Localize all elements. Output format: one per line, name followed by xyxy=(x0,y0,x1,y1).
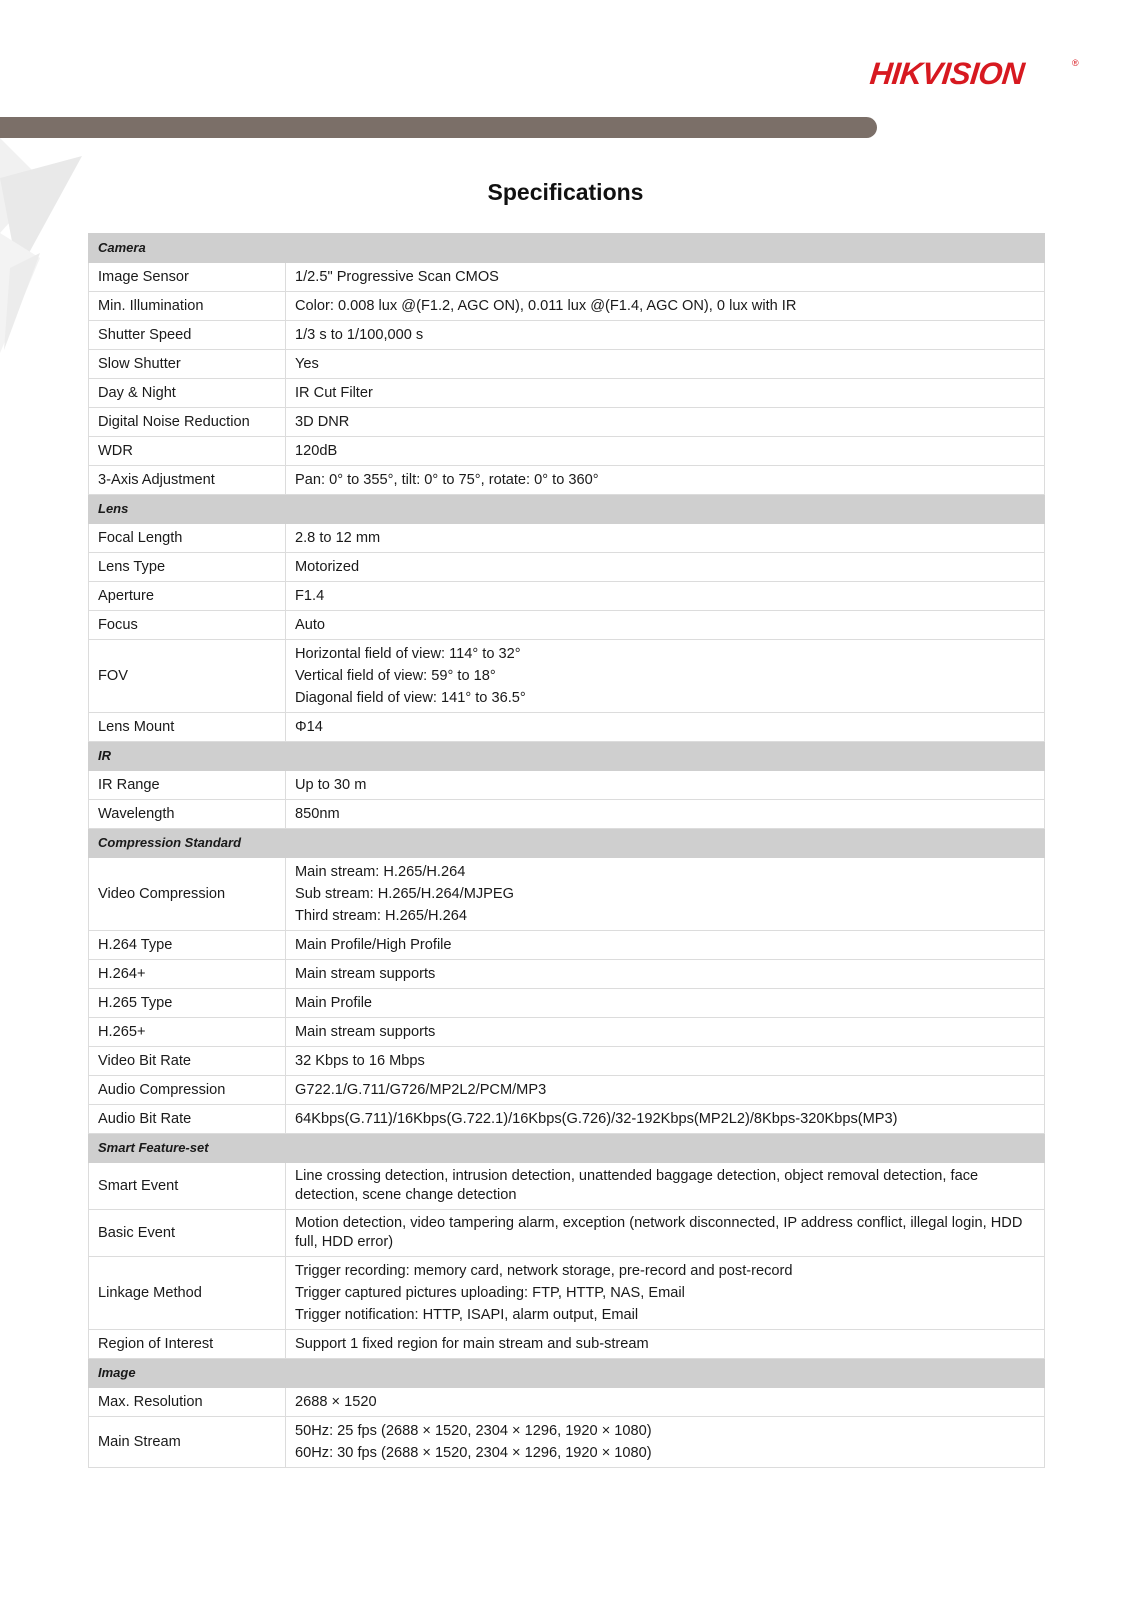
spec-value xyxy=(286,321,1045,350)
spec-label: Day & Night xyxy=(89,379,286,408)
spec-label: Focus xyxy=(89,611,286,640)
spec-label: 3-Axis Adjustment xyxy=(89,466,286,495)
spec-label: H.264 Type xyxy=(89,931,286,960)
spec-value xyxy=(286,582,1045,611)
section-title: Smart Feature-set xyxy=(89,1134,286,1163)
spec-value xyxy=(286,1257,1045,1330)
spec-value-line: G722.1/G.711/G726/MP2L2/PCM/MP3 xyxy=(295,1082,547,1098)
spec-value xyxy=(286,466,1045,495)
spec-row xyxy=(89,1076,1045,1105)
spec-row xyxy=(89,640,1045,713)
spec-row xyxy=(89,1163,1045,1210)
spec-value-line: 2.8 to 12 mm xyxy=(295,530,381,546)
section-header xyxy=(89,495,1045,524)
spec-row xyxy=(89,466,1045,495)
spec-row xyxy=(89,1047,1045,1076)
spec-value-line: 3D DNR xyxy=(295,414,350,430)
spec-value-line: Diagonal field of view: 141° to 36.5° xyxy=(295,690,526,706)
spec-value-line: Trigger recording: memory card, network storage, pre-record and post-record xyxy=(295,1263,793,1279)
section-header-blank xyxy=(286,829,1045,858)
spec-label: H.265 Type xyxy=(89,989,286,1018)
spec-label: Max. Resolution xyxy=(89,1388,286,1417)
spec-value xyxy=(286,800,1045,829)
spec-value xyxy=(286,771,1045,800)
spec-value xyxy=(286,1163,1045,1210)
specifications-table xyxy=(88,233,1045,1468)
spec-row xyxy=(89,524,1045,553)
spec-value xyxy=(286,263,1045,292)
spec-value-line: Line crossing detection, intrusion detection, unattended baggage detection, object removal detection, face detection, scene change detection xyxy=(295,1168,979,1203)
spec-value xyxy=(286,989,1045,1018)
section-header-blank xyxy=(286,1359,1045,1388)
section-header-blank xyxy=(286,495,1045,524)
spec-value-line: 850nm xyxy=(295,806,340,822)
spec-label: Video Bit Rate xyxy=(89,1047,286,1076)
spec-label: Digital Noise Reduction xyxy=(89,408,286,437)
spec-value-line: 1/2.5" Progressive Scan CMOS xyxy=(295,269,499,285)
section-title: Image xyxy=(89,1359,286,1388)
spec-row xyxy=(89,960,1045,989)
spec-value xyxy=(286,1417,1045,1468)
spec-row xyxy=(89,437,1045,466)
spec-row xyxy=(89,1210,1045,1257)
spec-value xyxy=(286,713,1045,742)
header-bar xyxy=(0,117,877,138)
spec-value-line: Support 1 fixed region for main stream and sub-stream xyxy=(295,1336,649,1352)
spec-value-line: Main Profile/High Profile xyxy=(295,937,452,953)
spec-value xyxy=(286,1105,1045,1134)
spec-value-line: Trigger captured pictures uploading: FTP, HTTP, NAS, Email xyxy=(295,1285,685,1301)
spec-value-line: Up to 30 m xyxy=(295,777,367,793)
spec-row xyxy=(89,263,1045,292)
spec-label: FOV xyxy=(89,640,286,713)
spec-value xyxy=(286,350,1045,379)
spec-row xyxy=(89,989,1045,1018)
spec-value xyxy=(286,1388,1045,1417)
spec-value xyxy=(286,408,1045,437)
spec-value-line: 60Hz: 30 fps (2688 × 1520, 2304 × 1296, 1920 × 1080) xyxy=(295,1445,652,1461)
spec-value-line: 2688 × 1520 xyxy=(295,1394,377,1410)
spec-label: Aperture xyxy=(89,582,286,611)
registered-mark: ® xyxy=(1072,58,1079,68)
spec-row xyxy=(89,931,1045,960)
spec-value-line: Motorized xyxy=(295,559,360,575)
spec-value xyxy=(286,379,1045,408)
spec-value-line: 32 Kbps to 16 Mbps xyxy=(295,1053,425,1069)
section-title: Camera xyxy=(89,234,286,263)
spec-row xyxy=(89,1417,1045,1468)
spec-label: Audio Bit Rate xyxy=(89,1105,286,1134)
spec-label: H.264+ xyxy=(89,960,286,989)
spec-label: Shutter Speed xyxy=(89,321,286,350)
spec-value xyxy=(286,1047,1045,1076)
spec-value-line: Φ14 xyxy=(295,719,323,735)
spec-value xyxy=(286,640,1045,713)
spec-label: Slow Shutter xyxy=(89,350,286,379)
section-header xyxy=(89,1134,1045,1163)
spec-value-line: Trigger notification: HTTP, ISAPI, alarm output, Email xyxy=(295,1307,639,1323)
section-title: Lens xyxy=(89,495,286,524)
spec-value-line: Vertical field of view: 59° to 18° xyxy=(295,668,496,684)
spec-label: Smart Event xyxy=(89,1163,286,1210)
section-title: Compression Standard xyxy=(89,829,286,858)
spec-label: Main Stream xyxy=(89,1417,286,1468)
hikvision-logo: HIKVISION xyxy=(868,56,1026,91)
spec-value xyxy=(286,1330,1045,1359)
spec-value-line: Horizontal field of view: 114° to 32° xyxy=(295,646,521,662)
spec-label: Region of Interest xyxy=(89,1330,286,1359)
decorative-triangles-graphic xyxy=(0,138,90,368)
spec-row xyxy=(89,553,1045,582)
spec-row xyxy=(89,350,1045,379)
spec-label: Image Sensor xyxy=(89,263,286,292)
spec-value xyxy=(286,1210,1045,1257)
spec-row xyxy=(89,771,1045,800)
spec-label: Audio Compression xyxy=(89,1076,286,1105)
spec-value-line: Color: 0.008 lux @(F1.2, AGC ON), 0.011 lux @(F1.4, AGC ON), 0 lux with IR xyxy=(295,298,797,314)
spec-value-line: Third stream: H.265/H.264 xyxy=(295,908,467,924)
spec-value-line: Motion detection, video tampering alarm, exception (network disconnected, IP address conflict, illegal login, HDD full, HDD error) xyxy=(295,1215,1023,1250)
spec-label: H.265+ xyxy=(89,1018,286,1047)
spec-label: Lens Mount xyxy=(89,713,286,742)
spec-value-line: Auto xyxy=(295,617,326,633)
spec-value-line: Main stream supports xyxy=(295,966,436,982)
spec-row xyxy=(89,1018,1045,1047)
spec-value xyxy=(286,524,1045,553)
spec-row xyxy=(89,1257,1045,1330)
spec-value xyxy=(286,858,1045,931)
spec-row xyxy=(89,858,1045,931)
spec-label: Basic Event xyxy=(89,1210,286,1257)
spec-value xyxy=(286,931,1045,960)
section-header-blank xyxy=(286,1134,1045,1163)
spec-row xyxy=(89,713,1045,742)
section-header-blank xyxy=(286,234,1045,263)
spec-row xyxy=(89,408,1045,437)
section-header-blank xyxy=(286,742,1045,771)
spec-label: IR Range xyxy=(89,771,286,800)
spec-row xyxy=(89,800,1045,829)
section-title: IR xyxy=(89,742,286,771)
spec-value-line: 50Hz: 25 fps (2688 × 1520, 2304 × 1296, 1920 × 1080) xyxy=(295,1423,652,1439)
spec-row xyxy=(89,321,1045,350)
spec-label: Lens Type xyxy=(89,553,286,582)
spec-value xyxy=(286,611,1045,640)
spec-value xyxy=(286,960,1045,989)
spec-row xyxy=(89,292,1045,321)
spec-value xyxy=(286,553,1045,582)
spec-row xyxy=(89,1388,1045,1417)
section-header xyxy=(89,742,1045,771)
spec-label: Linkage Method xyxy=(89,1257,286,1330)
spec-value xyxy=(286,292,1045,321)
spec-row xyxy=(89,379,1045,408)
spec-row xyxy=(89,1330,1045,1359)
spec-value-line: Pan: 0° to 355°, tilt: 0° to 75°, rotate: 0° to 360° xyxy=(295,472,599,488)
spec-value xyxy=(286,1018,1045,1047)
spec-value-line: F1.4 xyxy=(295,588,325,604)
page-title: Specifications xyxy=(487,179,644,205)
spec-value-line: 64Kbps(G.711)/16Kbps(G.722.1)/16Kbps(G.726)/32-192Kbps(MP2L2)/8Kbps-320Kbps(MP3) xyxy=(295,1111,898,1127)
spec-value-line: IR Cut Filter xyxy=(295,385,373,401)
spec-value xyxy=(286,1076,1045,1105)
spec-value xyxy=(286,437,1045,466)
spec-label: Min. Illumination xyxy=(89,292,286,321)
spec-value-line: Yes xyxy=(295,356,319,372)
section-header xyxy=(89,1359,1045,1388)
spec-value-line: Main Profile xyxy=(295,995,373,1011)
spec-value-line: Main stream: H.265/H.264 xyxy=(295,864,466,880)
spec-label: Wavelength xyxy=(89,800,286,829)
spec-row xyxy=(89,1105,1045,1134)
section-header xyxy=(89,829,1045,858)
section-header xyxy=(89,234,1045,263)
spec-row xyxy=(89,582,1045,611)
spec-label: Focal Length xyxy=(89,524,286,553)
spec-value-line: 1/3 s to 1/100,000 s xyxy=(295,327,424,343)
spec-value-line: Sub stream: H.265/H.264/MJPEG xyxy=(295,886,514,902)
spec-value-line: Main stream supports xyxy=(295,1024,436,1040)
spec-value-line: 120dB xyxy=(295,443,338,459)
spec-label: WDR xyxy=(89,437,286,466)
spec-row xyxy=(89,611,1045,640)
spec-label: Video Compression xyxy=(89,858,286,931)
